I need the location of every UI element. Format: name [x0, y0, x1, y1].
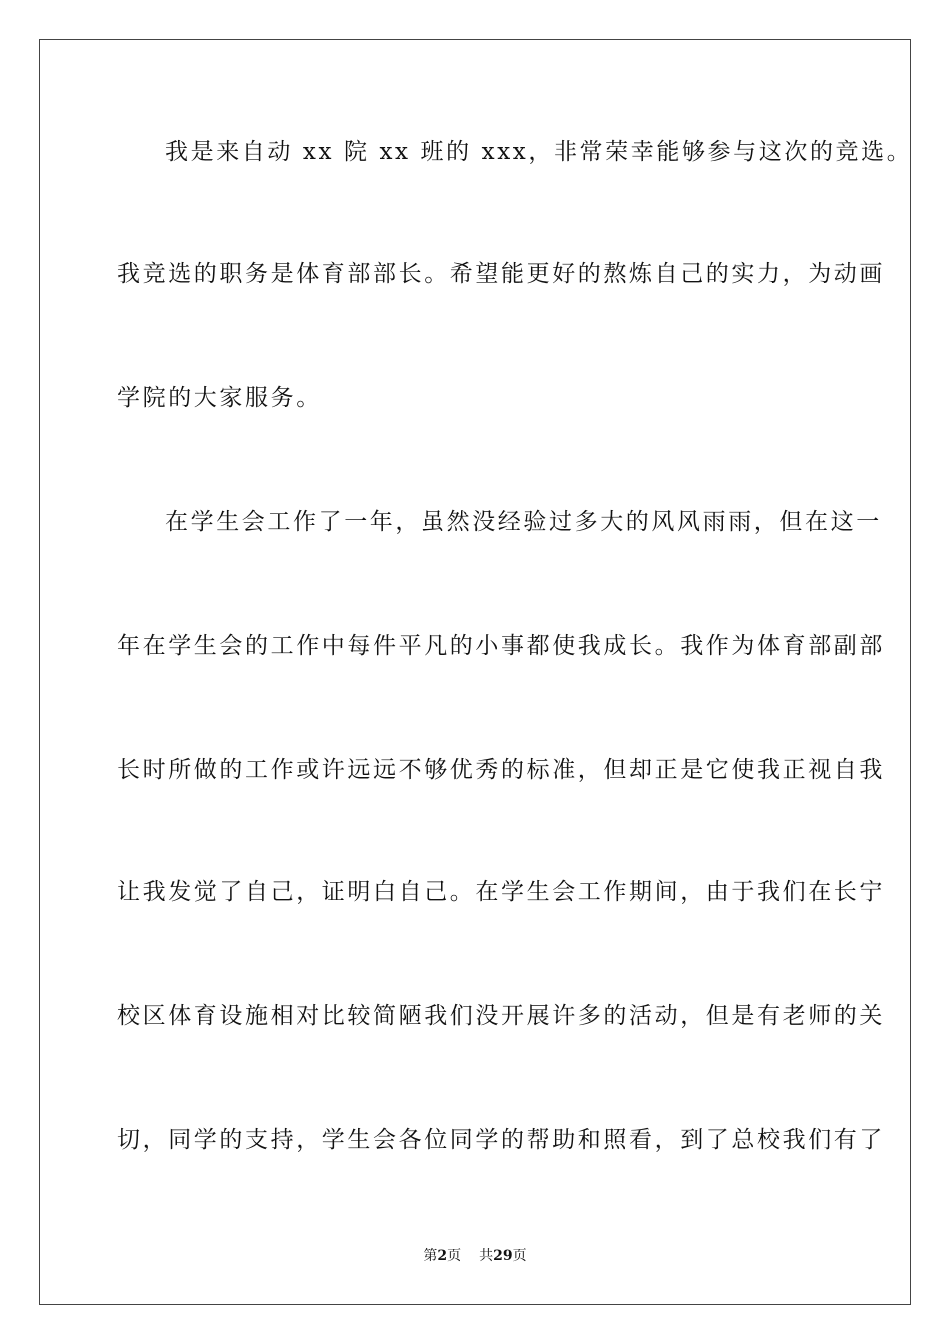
page-footer	[0, 1247, 950, 1265]
page-label-prefix: 第	[423, 1248, 438, 1264]
paragraph-1-line-1: 我是来自动 xx 院 xx 班的 xxx，非常荣幸能够参与这次的竞选。	[165, 139, 913, 165]
paragraph-2-line-2: 年在学生会的工作中每件平凡的小事都使我成长。我作为体育部副部	[117, 633, 885, 659]
paragraph-2-line-4: 让我发觉了自己，证明白自己。在学生会工作期间，由于我们在长宁	[117, 879, 885, 905]
paragraph-2-line-5: 校区体育设施相对比较简陋我们没开展许多的活动，但是有老师的关	[117, 1003, 885, 1029]
paragraph-1-line-3: 学院的大家服务。	[117, 385, 322, 411]
total-pages: 29	[493, 1248, 513, 1264]
total-label-prefix: 共	[479, 1248, 494, 1264]
page-label-suffix: 页	[447, 1248, 462, 1264]
page-border	[39, 39, 911, 1305]
paragraph-2-line-1: 在学生会工作了一年，虽然没经验过多大的风风雨雨，但在这一	[165, 509, 882, 535]
paragraph-1-line-2: 我竞选的职务是体育部部长。希望能更好的熬炼自己的实力，为动画	[117, 261, 885, 287]
page-number: 2	[437, 1248, 448, 1264]
paragraph-2-line-3: 长时所做的工作或许远远不够优秀的标准，但却正是它使我正视自我	[117, 757, 885, 783]
paragraph-2-line-6: 切，同学的支持，学生会各位同学的帮助和照看，到了总校我们有了	[117, 1127, 885, 1153]
total-label-suffix: 页	[512, 1248, 527, 1264]
